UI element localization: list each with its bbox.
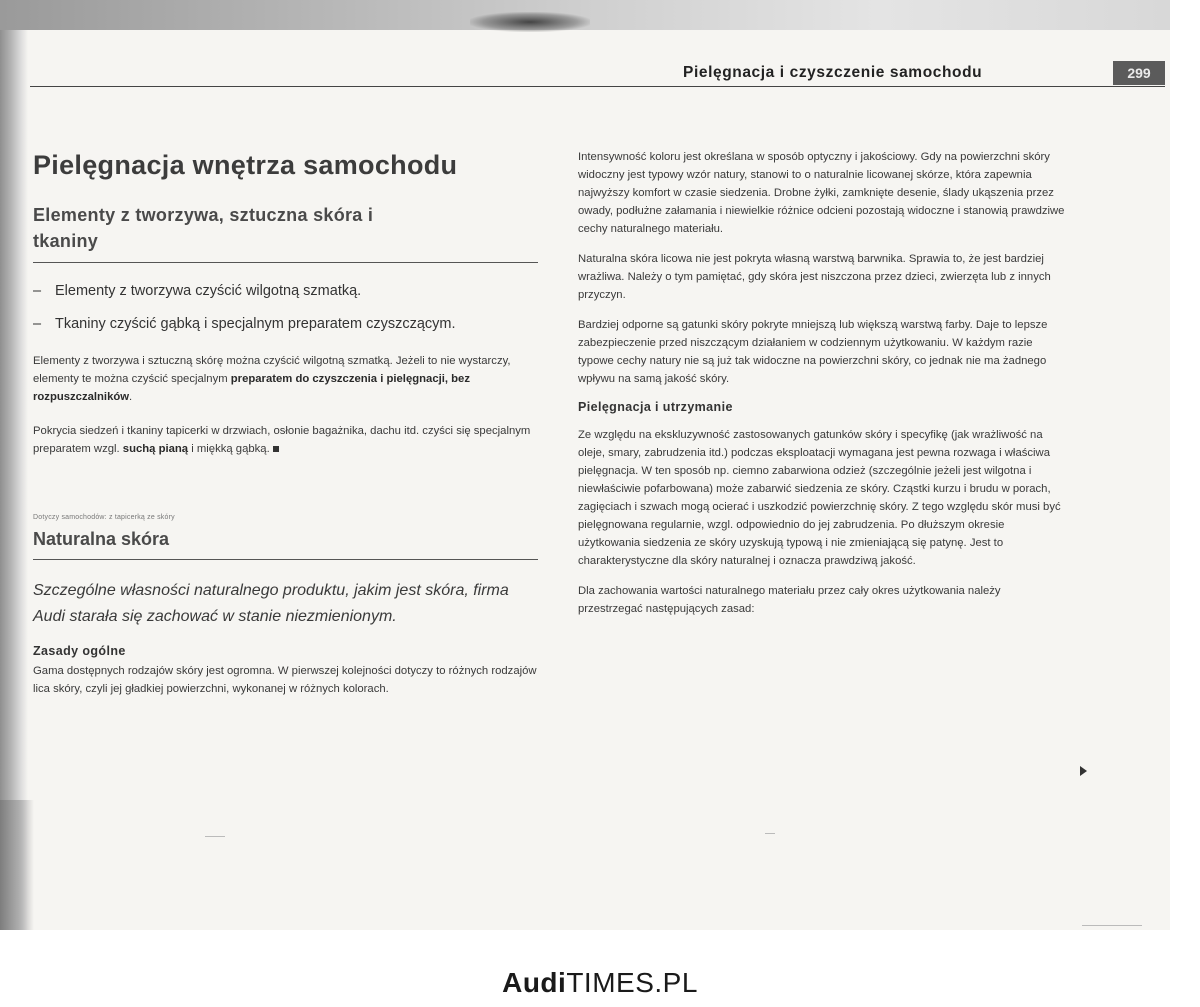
page-binding-shadow: [0, 30, 28, 930]
dash-icon: –: [33, 283, 42, 299]
site-watermark-logo: [0, 967, 1200, 999]
subheading-general-rules: Zasady ogólne: [33, 644, 126, 658]
paragraph-end: i miękką gąbką.: [188, 443, 270, 455]
paragraph-bold: suchą pianą: [122, 443, 189, 455]
paragraph-natural-leather: Naturalna skóra licowa nie jest pokryta własną warstwą barwnika. Sprawia to, że jest bardziej wrażliwa. Należy o tym pamiętać, gdy skóra jest niszczona przez dzieci, zwierzęta lub z innych przyczyn.: [578, 253, 1051, 301]
paragraph-coated-leather: Bardziej odporne są gatunki skóry pokryte mniejszą lub większą warstwą farby. Daje to lepsze zabezpieczenie przed niszczącym działaniem w codziennym użytkowaniu. W każdym razie typowe cechy natury nie są już tak widoczne na powierzchni skóry, co jednak nie ma żadnego wpływu na samą jakość skóry.: [578, 319, 1048, 385]
section-title-line2: tkaniny: [33, 231, 99, 251]
scan-speck: [205, 836, 225, 837]
paragraph-end: .: [129, 391, 133, 403]
paragraph-plastics: [33, 352, 538, 406]
paragraph-fabrics: [33, 422, 538, 458]
section-title-plastics: [33, 202, 538, 254]
continue-arrow-icon: [1080, 766, 1087, 776]
section-title-line1: Elementy z tworzywa, sztuczna skóra i: [33, 205, 374, 225]
section-rule: [33, 559, 538, 560]
bullet-item: [33, 312, 538, 336]
paragraph-leather-types: Gama dostępnych rodzajów skóry jest ogromna. W pierwszej kolejności dotyczy to różnych rodzajów lica skóry, czyli jej gładkiej powierzchni, wykonanej w różnych kolorach.: [33, 665, 537, 695]
section-rule: [33, 262, 538, 263]
bullet-text: Elementy z tworzywa czyścić wilgotną szmatką.: [55, 283, 362, 299]
left-column: [33, 148, 538, 709]
paragraph-care: Ze względu na ekskluzywność zastosowanych gatunków skóry i specyfikę (jak wrażliwość na oleje, smary, zabrudzenia itd.) podczas eksploatacji wymagana jest pewna rozwaga i właściwa pielęgnacja. W ten sposób np. ciemno zabarwiona odzież (szczególnie jeżeli jest wilgotna i niewłaściwie pofarbowana) może zabarwić siedzenia ze skóry. Cząstki kurzu i brudu w porach, zagięciach i szwach mogą ocierać i uszkodzić powierzchnię skóry. Z tego względu skór musi być pielęgnowana regularnie, wzgl. odpowiednio do jej zabrudzenia. Po dłuższym okresie użytkowania siedzenia ze skóry uzyskują typową i nie zmieniającą się patynę. Jest to charakterystyczne dla skóry naturalnej i oznacza prawdziwą jakość.: [578, 429, 1061, 567]
paragraph-rules-intro: Dla zachowania wartości naturalnego materiału przez cały okres użytkowania należy przestrzegać następujących zasad:: [578, 585, 1001, 615]
dash-icon: –: [33, 316, 42, 332]
main-title: Pielęgnacja wnętrza samochodu: [33, 150, 458, 180]
subheading-care: Pielęgnacja i utrzymanie: [578, 400, 733, 414]
paragraph-bold: preparatem do czyszczenia i pielęgnacji, bez rozpuszczalników: [33, 373, 470, 403]
scan-speck: [1082, 925, 1142, 926]
header-rule: [30, 86, 1165, 87]
page-binding-shadow-bottom: [0, 800, 34, 930]
paragraph-color-intensity: Intensywność koloru jest określana w sposób optyczny i jakościowy. Gdy na powierzchni skóry widoczny jest typowy wzór natury, stanowi to o naturalnie licowanej skórze, która zapewnia najwyższy komfort w czasie siedzenia. Drobne żyłki, zamknięte desenie, ślady ukąszenia przez owady, podłużne załamania i niewielkie różnice odcieni pozostają widoczne i stanowią prawdziwe cechy naturalnego materiału.: [578, 151, 1065, 235]
intro-text: Szczególne własności naturalnego produktu, jakim jest skóra, firma Audi starała się zachować w stanie niezmienionym.: [33, 582, 509, 625]
right-column: [578, 148, 1068, 629]
page-number-badge: 299: [1113, 61, 1165, 85]
scan-speck: [765, 833, 775, 834]
running-header: Pielęgnacja i czyszczenie samochodu: [683, 64, 983, 81]
paragraph-text: Elementy z tworzywa i sztuczną skórę można czyścić wilgotną szmatką. Jeżeli to nie wystarczy, elementy te można czyścić specjalnym: [33, 355, 511, 385]
logo-brand: Audi: [502, 967, 567, 998]
paragraph-text: Pokrycia siedzeń i tkaniny tapicerki w drzwiach, osłonie bagażnika, dachu itd. czyści się specjalnym preparatem wzgl.: [33, 425, 531, 455]
logo-rest: TIMES.PL: [566, 967, 698, 998]
applies-to-caption: Dotyczy samochodów: z tapicerką ze skóry: [33, 514, 175, 521]
bullet-item: [33, 279, 538, 303]
section-title-leather: Naturalna skóra: [33, 529, 170, 549]
bullet-text: Tkaniny czyścić gąbką i specjalnym preparatem czyszczącym.: [55, 316, 456, 332]
page-top-dark-spot: [470, 12, 590, 32]
end-of-section-icon: [273, 446, 279, 452]
